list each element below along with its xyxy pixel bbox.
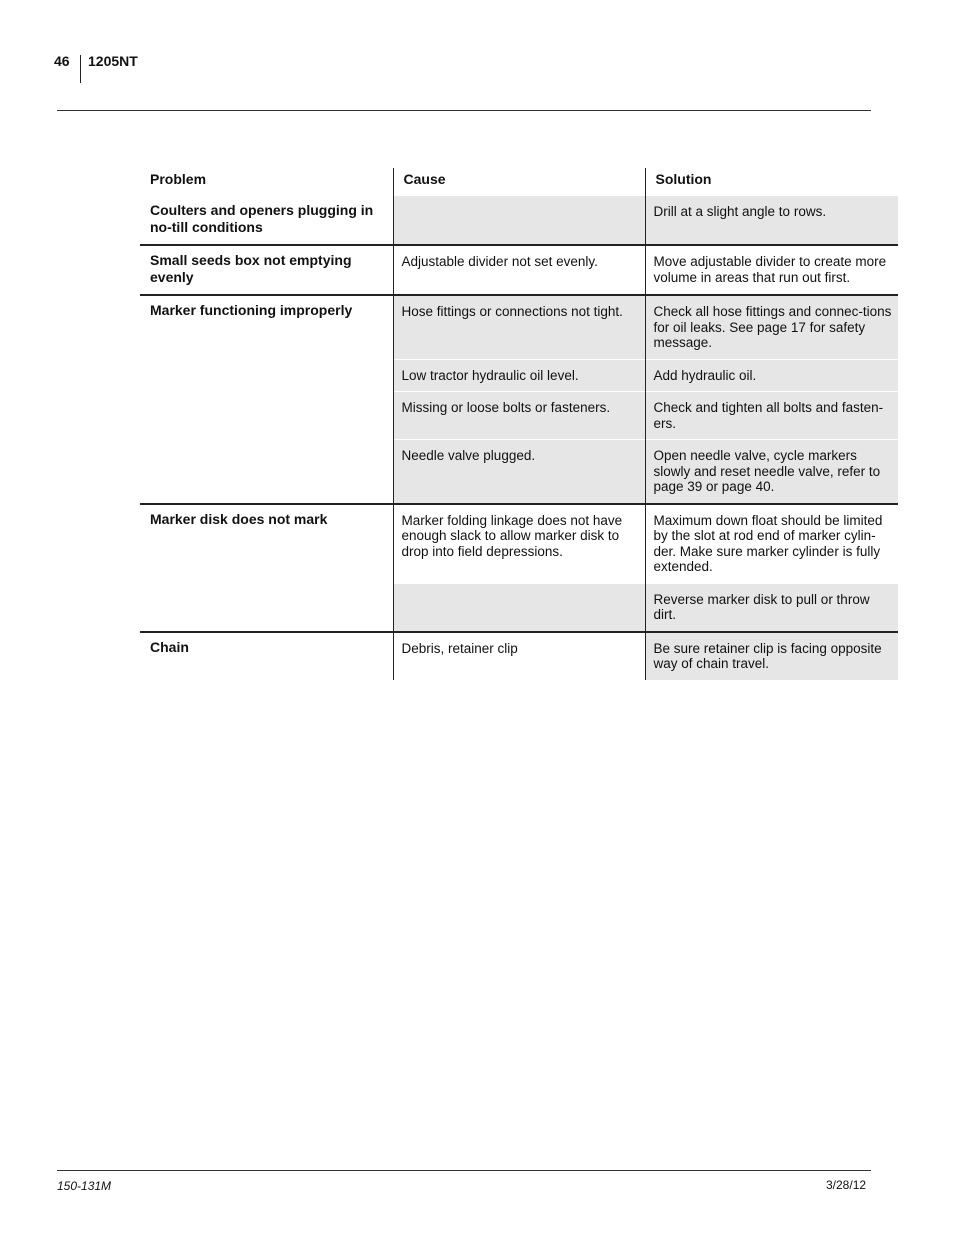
column-header-problem: Problem — [150, 171, 207, 187]
table-row — [140, 359, 898, 392]
header-rule — [57, 110, 871, 111]
table-row — [140, 196, 898, 245]
problem-cell: Coulters and openers plugging in no-till conditions — [150, 202, 374, 235]
table-row — [140, 245, 898, 295]
problem-cell — [140, 359, 393, 392]
problem-cell: Marker disk does not mark — [140, 504, 393, 584]
revision-date: 3/28/12 — [826, 1178, 867, 1192]
table-row — [140, 583, 898, 632]
cause-cell: Missing or loose bolts or fasteners. — [393, 392, 645, 440]
footer-rule — [57, 1170, 871, 1171]
solution-cell: Check and tighten all bolts and fasten-ers. — [645, 392, 898, 440]
solution-cell: Drill at a slight angle to rows. — [645, 196, 898, 245]
page-number: 46 — [54, 53, 70, 69]
table-row — [140, 295, 898, 359]
column-header-cause: Cause — [393, 168, 645, 196]
cause-cell: Low tractor hydraulic oil level. — [393, 359, 645, 392]
table-row — [140, 632, 898, 680]
document-number: 150-131M — [57, 1179, 112, 1193]
problem-cell — [140, 392, 393, 440]
cause-cell: Adjustable divider not set evenly. — [393, 245, 645, 295]
table-row — [140, 504, 898, 584]
solution-cell: Check all hose fittings and connec-tions for oil leaks. See page 17 for safety message. — [645, 295, 898, 359]
solution-cell: Add hydraulic oil. — [645, 359, 898, 392]
model-name: 1205NT — [88, 53, 138, 69]
solution-cell: Be sure retainer clip is facing opposite way of chain travel. — [645, 632, 898, 680]
cause-cell — [393, 196, 645, 245]
cause-cell: Marker folding linkage does not have enough slack to allow marker disk to drop into field depressions. — [393, 504, 645, 584]
table-row — [140, 392, 898, 440]
problem-cell: Marker functioning improperly — [140, 295, 393, 359]
solution-cell: Open needle valve, cycle markers slowly and reset needle valve, refer to page 39 or page 40. — [645, 440, 898, 504]
table-row — [140, 440, 898, 504]
problem-cell — [140, 583, 393, 632]
problem-cell — [140, 440, 393, 504]
cause-cell: Debris, retainer clip — [393, 632, 645, 680]
problem-cell: Chain — [140, 632, 393, 680]
cause-cell — [393, 583, 645, 632]
solution-cell: Maximum down float should be limited by the slot at rod end of marker cylin-der. Make sure marker cylinder is fully extended. — [645, 504, 898, 584]
table-header-row — [140, 168, 898, 196]
column-header-solution: Solution — [645, 168, 898, 196]
header-divider — [80, 55, 81, 83]
cause-cell: Needle valve plugged. — [393, 440, 645, 504]
problem-cell: Small seeds box not emptying evenly — [140, 245, 393, 295]
solution-cell: Reverse marker disk to pull or throw dirt. — [645, 583, 898, 632]
cause-cell: Hose fittings or connections not tight. — [393, 295, 645, 359]
solution-cell: Move adjustable divider to create more volume in areas that run out first. — [645, 245, 898, 295]
troubleshooting-table — [140, 168, 898, 680]
